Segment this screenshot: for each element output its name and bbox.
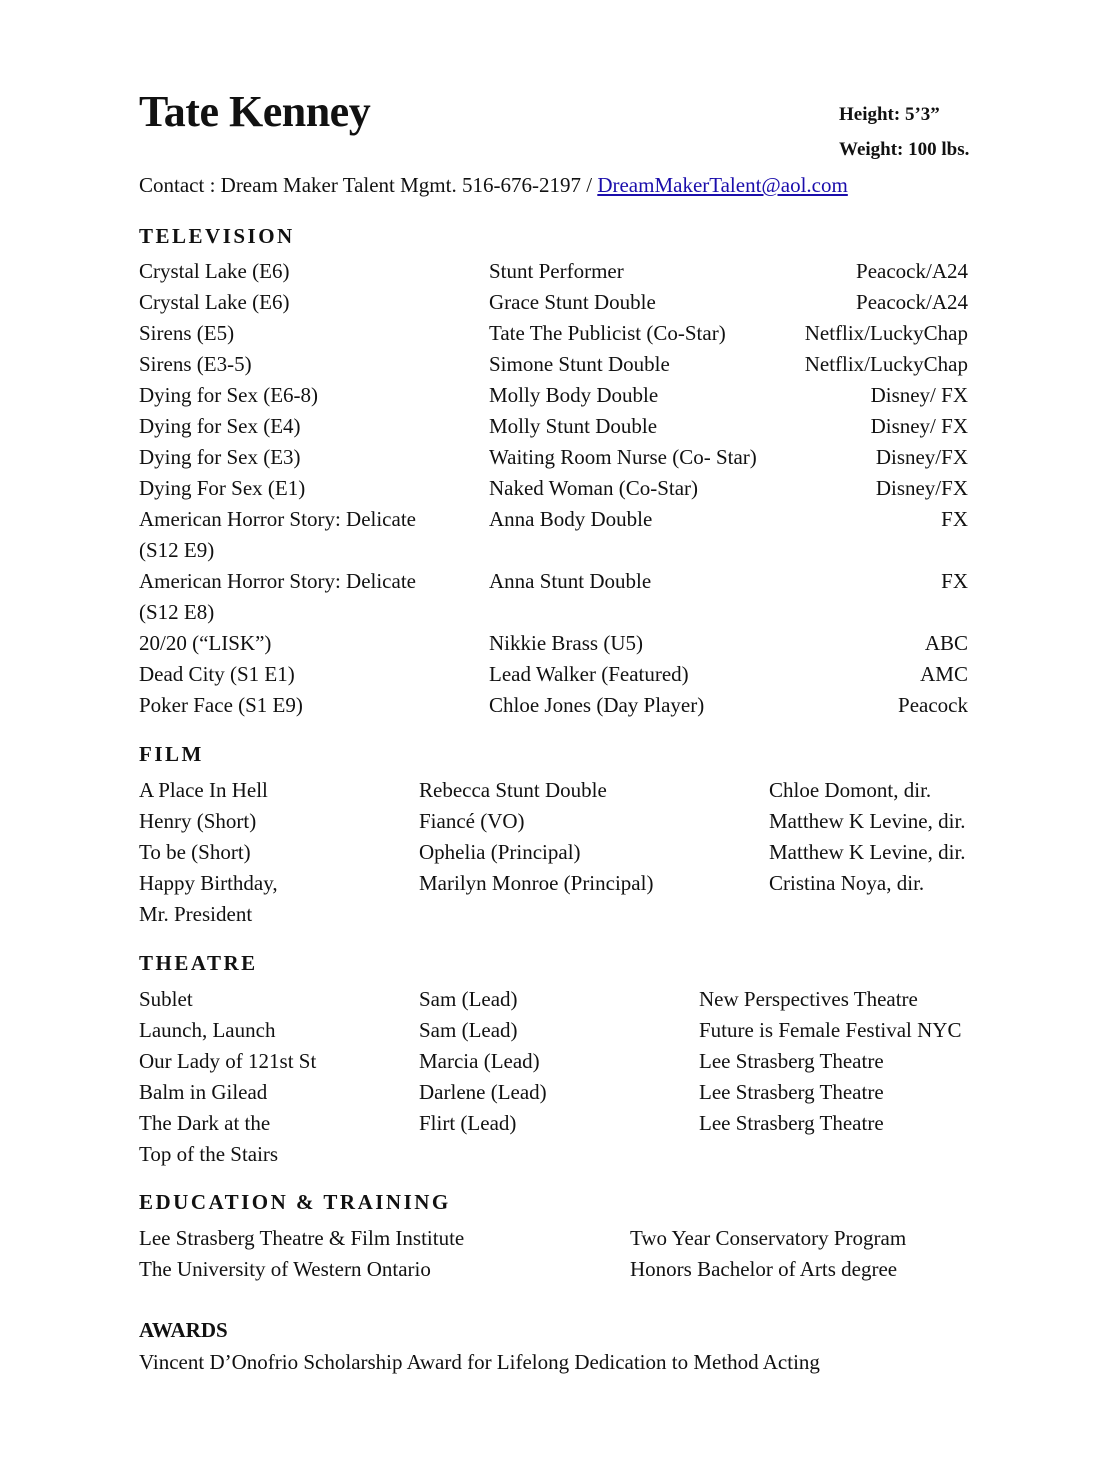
table-row xyxy=(0,349,1119,380)
table-row xyxy=(0,411,1119,442)
tv-show: Sirens (E5) xyxy=(139,321,235,345)
television-heading: TELEVISION xyxy=(139,224,295,248)
awards-heading: AWARDS xyxy=(139,1318,228,1342)
table-row xyxy=(0,1223,1119,1254)
tv-role: Molly Body Double xyxy=(489,383,659,407)
tv-network: Disney/ FX xyxy=(870,383,968,407)
tv-network: AMC xyxy=(920,662,968,686)
table-row xyxy=(0,504,1119,562)
tv-show: Dead City (S1 E1) xyxy=(139,662,295,686)
tv-show: American Horror Story: Delicate (S12 E9) xyxy=(139,507,416,562)
theatre-title: Sublet xyxy=(139,987,193,1011)
table-row xyxy=(0,628,1119,659)
tv-show: Poker Face (S1 E9) xyxy=(139,693,303,717)
tv-network: Disney/FX xyxy=(875,476,968,500)
film-director: Matthew K Levine, dir. xyxy=(769,840,966,864)
table-row xyxy=(0,256,1119,287)
film-title: Happy Birthday, Mr. President xyxy=(139,871,278,926)
education-school: The University of Western Ontario xyxy=(139,1257,431,1281)
table-row xyxy=(0,1254,1119,1285)
tv-network: FX xyxy=(941,569,968,593)
tv-role: Lead Walker (Featured) xyxy=(489,662,689,686)
table-row xyxy=(0,1108,1119,1166)
contact-email-link[interactable]: DreamMakerTalent@aol.com xyxy=(597,173,848,197)
table-row xyxy=(0,837,1119,868)
film-role: Rebecca Stunt Double xyxy=(419,778,607,802)
tv-role: Simone Stunt Double xyxy=(489,352,670,376)
table-row xyxy=(0,442,1119,473)
weight-stat: Weight: 100 lbs. xyxy=(839,139,970,160)
tv-show: Dying for Sex (E6-8) xyxy=(139,383,319,407)
film-role: Ophelia (Principal) xyxy=(419,840,581,864)
tv-show: 20/20 (“LISK”) xyxy=(139,631,272,655)
film-title: To be (Short) xyxy=(139,840,251,864)
tv-network: Disney/FX xyxy=(875,445,968,469)
theatre-venue: Lee Strasberg Theatre xyxy=(699,1080,884,1104)
tv-role: Nikkie Brass (U5) xyxy=(489,631,643,655)
education-program: Honors Bachelor of Arts degree xyxy=(630,1257,898,1281)
table-row xyxy=(0,1077,1119,1108)
tv-show: Sirens (E3-5) xyxy=(139,352,252,376)
tv-network: Netflix/LuckyChap xyxy=(804,352,968,376)
theatre-venue: Lee Strasberg Theatre xyxy=(699,1111,884,1135)
tv-role: Chloe Jones (Day Player) xyxy=(489,693,705,717)
table-row xyxy=(0,566,1119,624)
film-director: Cristina Noya, dir. xyxy=(769,871,925,895)
film-director: Matthew K Levine, dir. xyxy=(769,809,966,833)
theatre-title: Balm in Gilead xyxy=(139,1080,268,1104)
table-row xyxy=(0,1046,1119,1077)
education-heading: EDUCATION & TRAINING xyxy=(139,1190,451,1214)
tv-role: Waiting Room Nurse (Co- Star) xyxy=(489,445,757,469)
table-row xyxy=(0,1015,1119,1046)
tv-network: FX xyxy=(941,507,968,531)
tv-network: Disney/ FX xyxy=(870,414,968,438)
tv-network: Netflix/LuckyChap xyxy=(804,321,968,345)
tv-show: Dying for Sex (E4) xyxy=(139,414,301,438)
theatre-heading: THEATRE xyxy=(139,951,258,975)
theatre-role: Marcia (Lead) xyxy=(419,1049,540,1073)
tv-network: ABC xyxy=(924,631,968,655)
table-row xyxy=(0,690,1119,721)
tv-role: Naked Woman (Co-Star) xyxy=(489,476,699,500)
tv-network: Peacock/A24 xyxy=(856,259,968,283)
height-stat: Height: 5’3” xyxy=(839,104,940,125)
theatre-title: Our Lady of 121st St xyxy=(139,1049,317,1073)
table-row xyxy=(0,868,1119,926)
film-title: A Place In Hell xyxy=(139,778,268,802)
theatre-role: Flirt (Lead) xyxy=(419,1111,517,1135)
education-program: Two Year Conservatory Program xyxy=(630,1226,907,1250)
tv-show: Crystal Lake (E6) xyxy=(139,259,290,283)
table-row xyxy=(0,775,1119,806)
theatre-title: The Dark at the Top of the Stairs xyxy=(139,1111,279,1166)
tv-role: Anna Stunt Double xyxy=(489,569,652,593)
tv-network: Peacock/A24 xyxy=(856,290,968,314)
film-heading: FILM xyxy=(139,742,204,766)
film-role: Marilyn Monroe (Principal) xyxy=(419,871,654,895)
table-row xyxy=(0,473,1119,504)
theatre-title: Launch, Launch xyxy=(139,1018,276,1042)
table-row xyxy=(0,806,1119,837)
theatre-role: Sam (Lead) xyxy=(419,1018,518,1042)
tv-show: American Horror Story: Delicate (S12 E8) xyxy=(139,569,416,624)
theatre-venue: New Perspectives Theatre xyxy=(699,987,918,1011)
tv-role: Molly Stunt Double xyxy=(489,414,658,438)
tv-show: Dying For Sex (E1) xyxy=(139,476,306,500)
film-role: Fiancé (VO) xyxy=(419,809,525,833)
tv-show: Dying for Sex (E3) xyxy=(139,445,301,469)
contact-line xyxy=(139,173,848,198)
table-row xyxy=(0,984,1119,1015)
award-text: Vincent D’Onofrio Scholarship Award for Lifelong Dedication to Method Acting xyxy=(139,1350,820,1374)
table-row xyxy=(0,287,1119,318)
tv-role: Stunt Performer xyxy=(489,259,624,283)
tv-show: Crystal Lake (E6) xyxy=(139,290,290,314)
table-row xyxy=(0,659,1119,690)
film-title: Henry (Short) xyxy=(139,809,257,833)
theatre-venue: Future is Female Festival NYC xyxy=(699,1018,962,1042)
tv-network: Peacock xyxy=(898,693,968,717)
tv-role: Grace Stunt Double xyxy=(489,290,656,314)
education-school: Lee Strasberg Theatre & Film Institute xyxy=(139,1226,465,1250)
table-row xyxy=(0,380,1119,411)
contact-text: Contact : Dream Maker Talent Mgmt. 516-676-2197 / xyxy=(139,173,598,197)
theatre-role: Sam (Lead) xyxy=(419,987,518,1011)
film-director: Chloe Domont, dir. xyxy=(769,778,932,802)
tv-role: Tate The Publicist (Co-Star) xyxy=(489,321,726,345)
theatre-venue: Lee Strasberg Theatre xyxy=(699,1049,884,1073)
actor-name: Tate Kenney xyxy=(139,87,371,136)
theatre-role: Darlene (Lead) xyxy=(419,1080,547,1104)
tv-role: Anna Body Double xyxy=(489,507,653,531)
table-row xyxy=(0,318,1119,349)
